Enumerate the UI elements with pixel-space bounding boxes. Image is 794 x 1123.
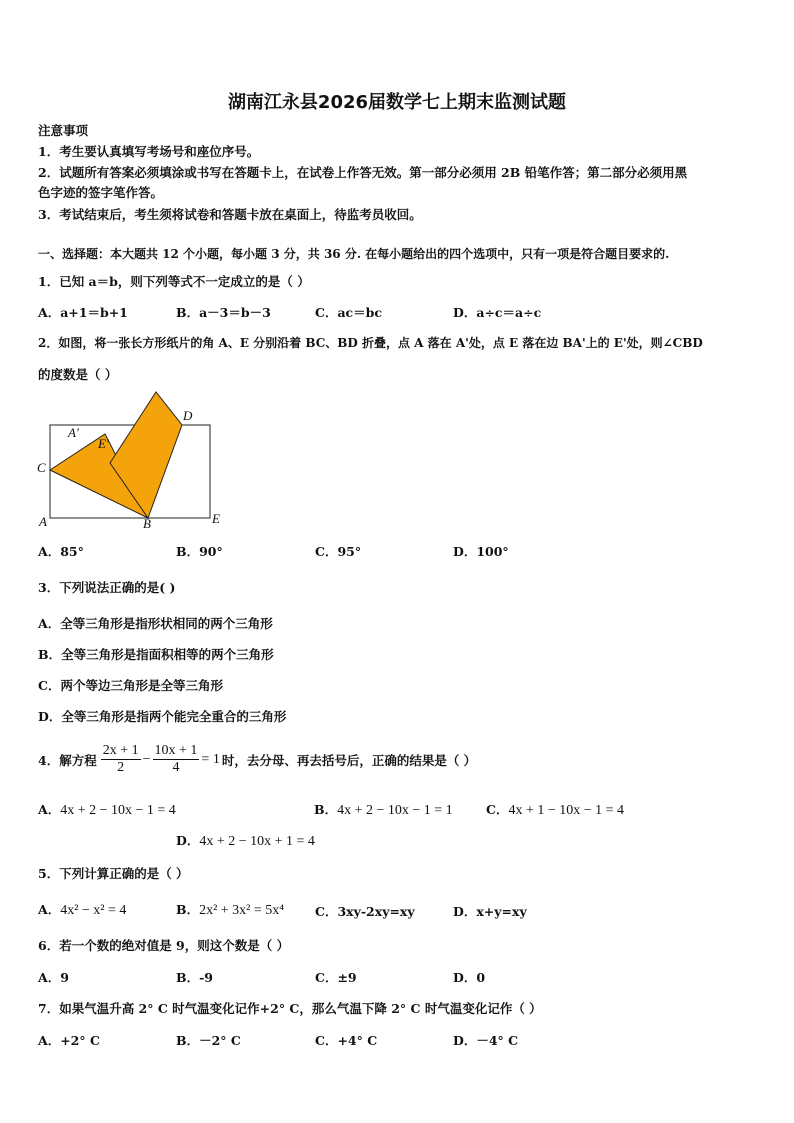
q4-frac1-denominator: 2 bbox=[117, 760, 125, 775]
label-e-prime: E' bbox=[98, 436, 109, 451]
q1-option-a: A．a+1＝b+1 bbox=[38, 305, 128, 320]
q2-option-a: A．85° bbox=[38, 544, 84, 559]
notice-item-2-cont: 色字迹的签字笔作答。 bbox=[38, 185, 164, 200]
label-e: E bbox=[212, 511, 220, 526]
q3-option-b: B．全等三角形是指面积相等的两个三角形 bbox=[38, 647, 274, 662]
q4-prefix: 4．解方程 bbox=[38, 752, 97, 768]
q4-frac1-numerator: 2x + 1 bbox=[102, 743, 139, 758]
q1-option-c: C．ac＝bc bbox=[315, 305, 383, 320]
question-1-stem: 1．已知 a＝b，则下列等式不一定成立的是（ ） bbox=[38, 274, 310, 289]
q4-option-a-expr: 4x + 2 − 10x − 1 = 4 bbox=[60, 803, 176, 818]
notice-heading: 注意事项 bbox=[38, 123, 89, 138]
q4-option-c bbox=[486, 800, 624, 819]
q5-option-b bbox=[176, 900, 284, 919]
q4-option-c-expr: 4x + 1 − 10x − 1 = 4 bbox=[508, 803, 625, 818]
question-2-stem: 2．如图，将一张长方形纸片的角 A、E 分别沿着 BC、BD 折叠，点 A 落在 A'处，点 E 落在边 BA'上的 E'处，则∠CBD bbox=[38, 336, 703, 350]
q3-option-a: A．全等三角形是指形状相同的两个三角形 bbox=[38, 616, 273, 631]
q4-fraction-1 bbox=[101, 743, 141, 776]
q4-option-d bbox=[176, 831, 315, 850]
notice-item-1: 1．考生要认真填写考场号和座位序号。 bbox=[38, 144, 260, 159]
q1-option-b: B．a－3＝b－3 bbox=[176, 305, 271, 320]
q4-frac2-numerator: 10x + 1 bbox=[154, 743, 198, 758]
q4-option-b-expr: 4x + 2 − 10x − 1 = 1 bbox=[337, 803, 453, 818]
question-7-stem: 7．如果气温升高 2° C 时气温变化记作+2° C，那么气温下降 2° C 时气温变化记作（ ） bbox=[38, 1001, 542, 1016]
label-c: C bbox=[37, 460, 46, 475]
q4-option-d-label: D． bbox=[176, 833, 200, 848]
page-title: 湖南江永县2026届数学七上期末监测试题 bbox=[227, 92, 567, 113]
q5-option-b-expr: 2x² + 3x² = 5x⁴ bbox=[199, 903, 285, 918]
q2-option-d: D．100° bbox=[453, 544, 509, 559]
q6-option-a: A．9 bbox=[38, 970, 69, 985]
question-5-stem: 5．下列计算正确的是（ ） bbox=[38, 866, 189, 881]
q1-option-d: D．a÷c＝a÷c bbox=[453, 305, 542, 320]
q2-option-c: C．95° bbox=[315, 544, 362, 559]
q5-option-a bbox=[38, 900, 126, 919]
q6-option-d: D．0 bbox=[453, 970, 486, 985]
q5-option-a-expr: 4x² − x² = 4 bbox=[60, 903, 127, 918]
question-2-stem-cont: 的度数是（ ） bbox=[38, 367, 118, 382]
question-4-stem bbox=[38, 743, 476, 776]
q7-option-c: C．+4° C bbox=[315, 1033, 378, 1048]
q4-option-c-label: C． bbox=[486, 802, 509, 817]
label-a: A bbox=[39, 514, 47, 529]
question-3-stem: 3．下列说法正确的是( ) bbox=[38, 580, 176, 595]
q4-frac2-denominator: 4 bbox=[172, 760, 180, 775]
label-b: B bbox=[143, 516, 151, 531]
q3-option-c: C．两个等边三角形是全等三角形 bbox=[38, 678, 223, 693]
q6-option-b: B．-9 bbox=[176, 970, 213, 985]
q3-option-d: D．全等三角形是指两个能完全重合的三角形 bbox=[38, 709, 287, 724]
q4-option-a bbox=[38, 800, 176, 819]
notice-item-2: 2．试题所有答案必须填涂或书写在答题卡上，在试卷上作答无效。第一部分必须用 2B 铅笔作答；第二部分必须用黑 bbox=[38, 165, 688, 180]
label-a-prime: A' bbox=[68, 425, 79, 440]
folding-figure bbox=[30, 388, 230, 533]
q4-option-b-label: B． bbox=[314, 802, 338, 817]
q4-option-a-label: A． bbox=[38, 802, 61, 817]
q4-rhs: = 1 bbox=[201, 751, 220, 767]
q7-option-b: B．－2° C bbox=[176, 1033, 241, 1048]
q5-option-c: C．3xy-2xy=xy bbox=[315, 904, 415, 919]
q7-option-a: A．+2° C bbox=[38, 1033, 100, 1048]
q2-option-b: B．90° bbox=[176, 544, 223, 559]
question-6-stem: 6．若一个数的绝对值是 9，则这个数是（ ） bbox=[38, 938, 290, 953]
q5-option-d: D．x+y=xy bbox=[453, 904, 527, 919]
q7-option-d: D．－4° C bbox=[453, 1033, 519, 1048]
q5-option-b-label: B． bbox=[176, 902, 200, 917]
label-d: D bbox=[183, 408, 193, 423]
q4-suffix: 时，去分母、再去括号后，正确的结果是（ ） bbox=[221, 752, 477, 768]
q4-minus: − bbox=[142, 751, 151, 767]
notice-item-3: 3．考试结束后，考生须将试卷和答题卡放在桌面上，待监考员收回。 bbox=[38, 207, 422, 222]
q4-option-d-expr: 4x + 2 − 10x + 1 = 4 bbox=[199, 834, 315, 849]
q5-option-a-label: A． bbox=[38, 902, 61, 917]
q4-fraction-2 bbox=[153, 743, 200, 776]
section-heading: 一、选择题：本大题共 12 个小题，每小题 3 分，共 36 分. 在每小题给出的四个选项中，只有一项是符合题目要求的. bbox=[38, 247, 670, 261]
q6-option-c: C．±9 bbox=[315, 970, 357, 985]
q4-option-b bbox=[314, 800, 453, 819]
